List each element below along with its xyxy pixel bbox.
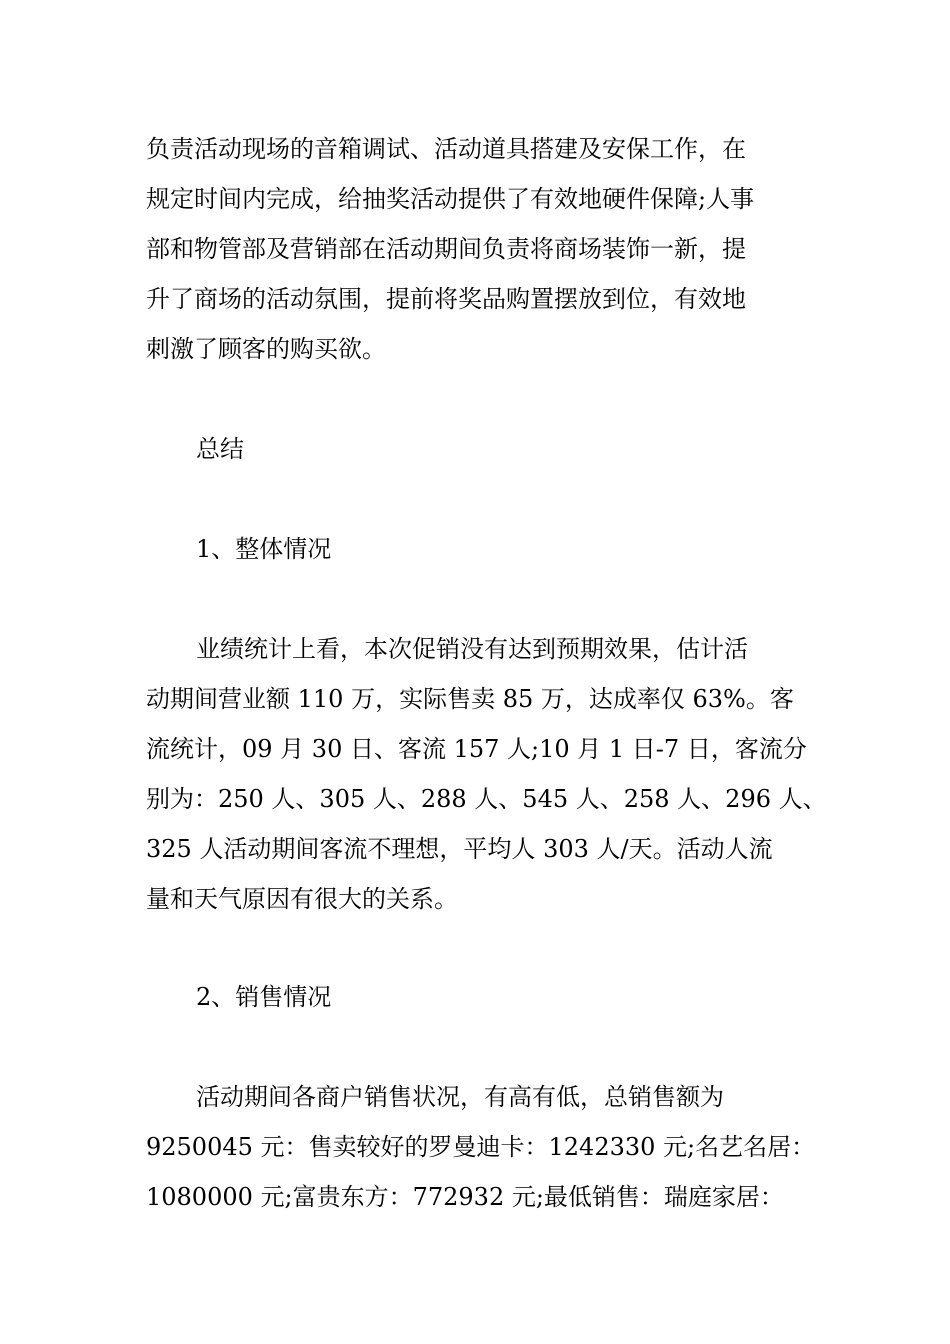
paragraph-line: 刺激了顾客的购买欲。 (146, 335, 386, 363)
summary-heading: 总结 (196, 435, 244, 463)
section-heading-overall: 1、整体情况 (196, 535, 332, 563)
paragraph-line: 业绩统计上看，本次促销没有达到预期效果，估计活 (196, 635, 748, 663)
paragraph-line: 别为：250 人、305 人、288 人、545 人、258 人、296 人、 (146, 785, 827, 813)
paragraph-line: 量和天气原因有很大的关系。 (146, 885, 458, 913)
paragraph-line: 流统计，09 月 30 日、客流 157 人;10 月 1 日-7 日，客流分 (146, 735, 807, 763)
paragraph-line: 325 人活动期间客流不理想，平均人 303 人/天。活动人流 (146, 835, 773, 863)
paragraph-line: 部和物管部及营销部在活动期间负责将商场装饰一新，提 (146, 235, 746, 263)
paragraph-line: 1080000 元;富贵东方：772932 元;最低销售：瑞庭家居： (146, 1183, 784, 1211)
paragraph-line: 活动期间各商户销售状况，有高有低，总销售额为 (196, 1083, 724, 1111)
paragraph-line: 规定时间内完成，给抽奖活动提供了有效地硬件保障;人事 (146, 185, 755, 213)
paragraph-line: 9250045 元：售卖较好的罗曼迪卡：1242330 元;名艺名居： (146, 1133, 816, 1161)
paragraph-line: 升了商场的活动氛围，提前将奖品购置摆放到位，有效地 (146, 285, 746, 313)
paragraph-line: 动期间营业额 110 万，实际售卖 85 万，达成率仅 63%。客 (146, 685, 794, 713)
section-heading-sales: 2、销售情况 (196, 983, 332, 1011)
paragraph-line: 负责活动现场的音箱调试、活动道具搭建及安保工作，在 (146, 135, 746, 163)
